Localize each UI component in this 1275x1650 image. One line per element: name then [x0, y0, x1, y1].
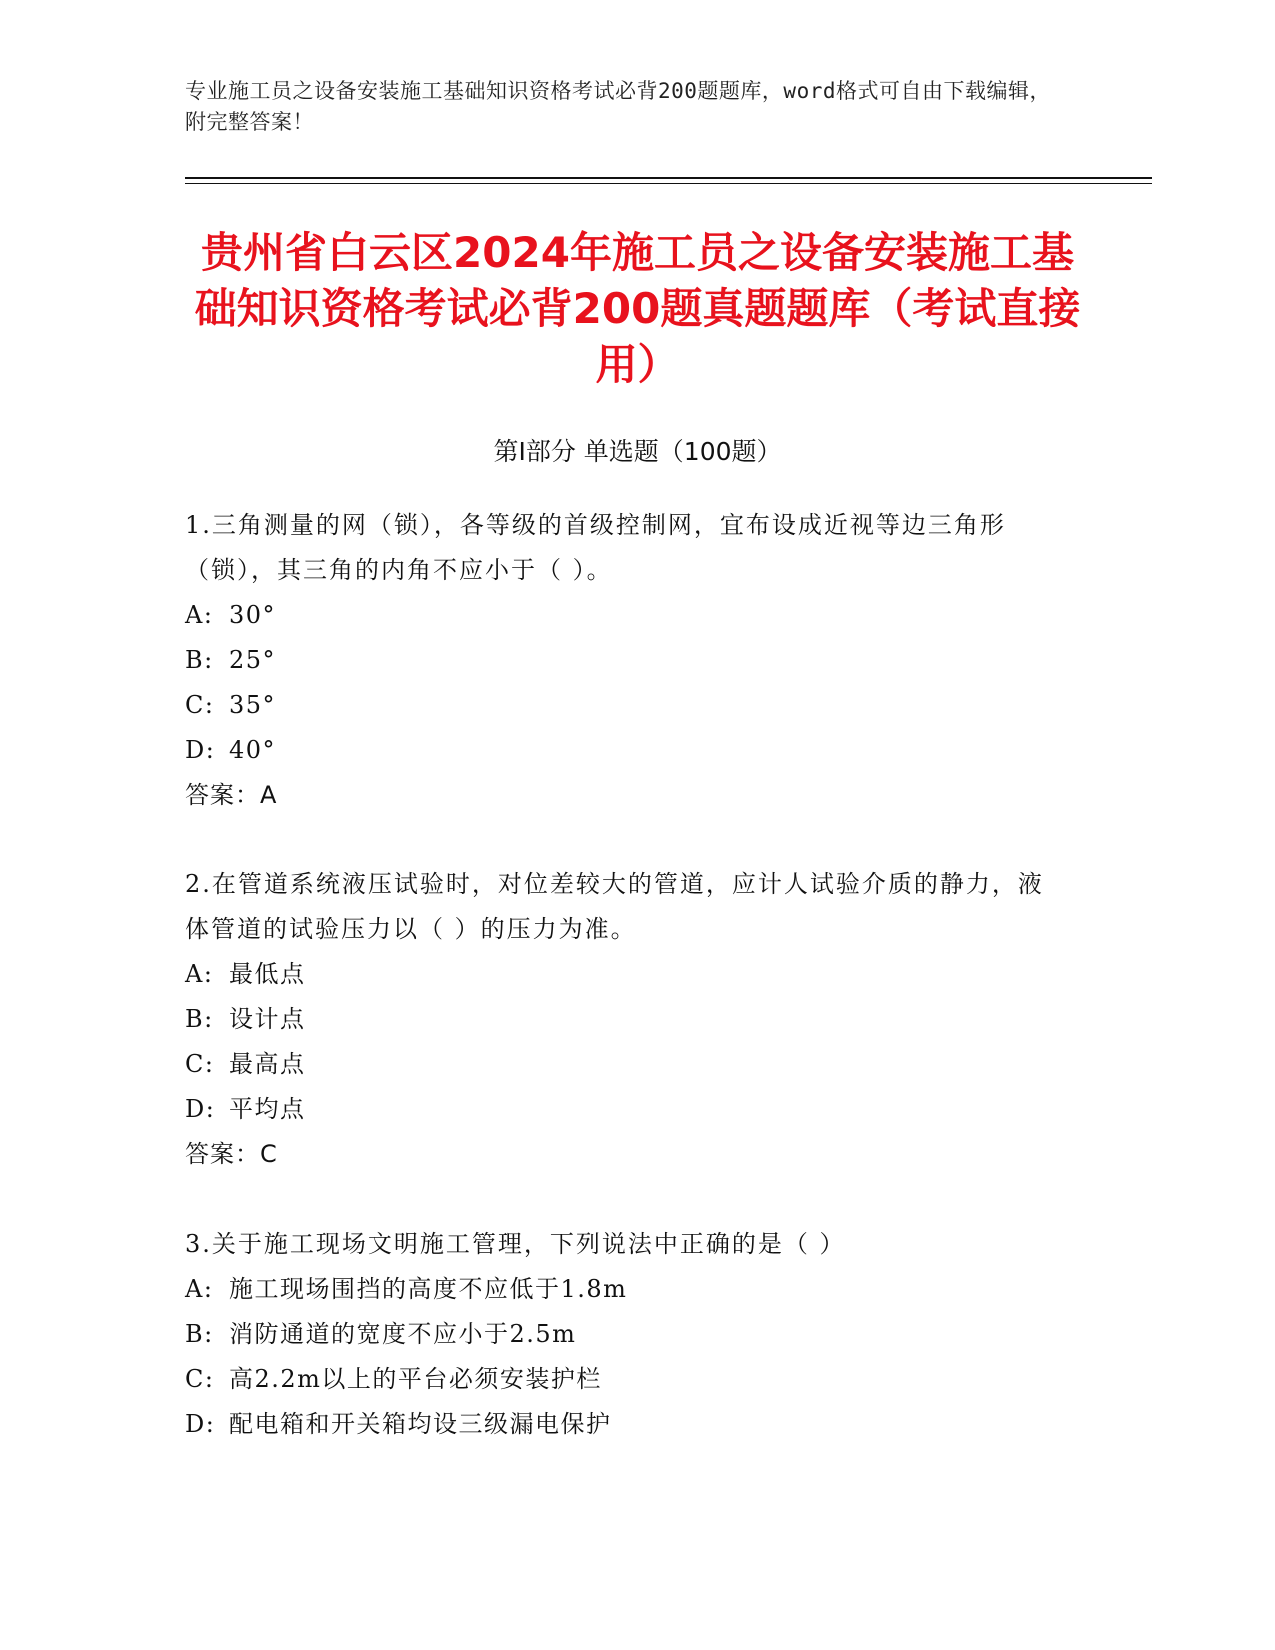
- option-letter: C:: [185, 1365, 215, 1393]
- option-d: [185, 728, 1065, 773]
- option-text: 配电箱和开关箱均设三级漏电保护: [229, 1410, 612, 1438]
- option-letter: B:: [185, 1005, 214, 1033]
- option-text: 最低点: [229, 960, 306, 988]
- option-letter: A:: [185, 960, 214, 988]
- question-2: [185, 862, 1065, 1177]
- option-d: [185, 1087, 1065, 1132]
- option-text: 35°: [229, 691, 277, 719]
- option-text: 消防通道的宽度不应小于2.5m: [229, 1320, 577, 1348]
- section-heading: 第Ⅰ部分 单选题（100题）: [493, 437, 782, 466]
- option-b: [185, 1312, 1065, 1357]
- question-stem: 1.三角测量的网（锁），各等级的首级控制网，宜布设成近视等边三角形（锁），其三角的内角不应小于（ ）。: [185, 511, 1006, 584]
- option-c: [185, 1357, 1065, 1402]
- option-text: 高2.2m以上的平台必须安装护栏: [229, 1365, 602, 1393]
- header-note: 专业施工员之设备安装施工基础知识资格考试必背200题题库，word格式可自由下载编辑，附完整答案！: [185, 79, 1051, 134]
- option-letter: C:: [185, 691, 215, 719]
- option-letter: D:: [185, 1095, 216, 1123]
- option-d: [185, 1402, 1065, 1447]
- option-text: 25°: [229, 646, 277, 674]
- answer-line: 答案：A: [185, 781, 278, 809]
- option-letter: A:: [185, 601, 214, 629]
- option-b: [185, 997, 1065, 1042]
- option-text: 设计点: [229, 1005, 306, 1033]
- option-letter: B:: [185, 1320, 214, 1348]
- option-text: 40°: [229, 736, 277, 764]
- option-letter: D:: [185, 1410, 216, 1438]
- option-a: [185, 952, 1065, 997]
- question-stem: 3.关于施工现场文明施工管理，下列说法中正确的是（ ）: [185, 1230, 846, 1258]
- header-divider-thick: [185, 177, 1152, 179]
- option-c: [185, 683, 1065, 728]
- document-title: 贵州省白云区2024年施工员之设备安装施工基础知识资格考试必背200题真题题库（考试直接用）: [194, 228, 1081, 389]
- option-text: 最高点: [229, 1050, 306, 1078]
- option-c: [185, 1042, 1065, 1087]
- option-b: [185, 638, 1065, 683]
- option-a: [185, 593, 1065, 638]
- option-text: 平均点: [229, 1095, 306, 1123]
- option-letter: D:: [185, 736, 216, 764]
- answer-line: 答案：C: [185, 1140, 278, 1168]
- option-letter: C:: [185, 1050, 215, 1078]
- option-a: [185, 1267, 1065, 1312]
- question-1: [185, 503, 1065, 818]
- question-stem: 2.在管道系统液压试验时，对位差较大的管道，应计人试验介质的静力，液体管道的试验压力以（ ）的压力为准。: [185, 870, 1044, 943]
- option-text: 30°: [229, 601, 277, 629]
- header-divider-thin: [185, 183, 1152, 184]
- question-3: [185, 1222, 1065, 1447]
- option-letter: B:: [185, 646, 214, 674]
- option-letter: A:: [185, 1275, 214, 1303]
- option-text: 施工现场围挡的高度不应低于1.8m: [229, 1275, 628, 1303]
